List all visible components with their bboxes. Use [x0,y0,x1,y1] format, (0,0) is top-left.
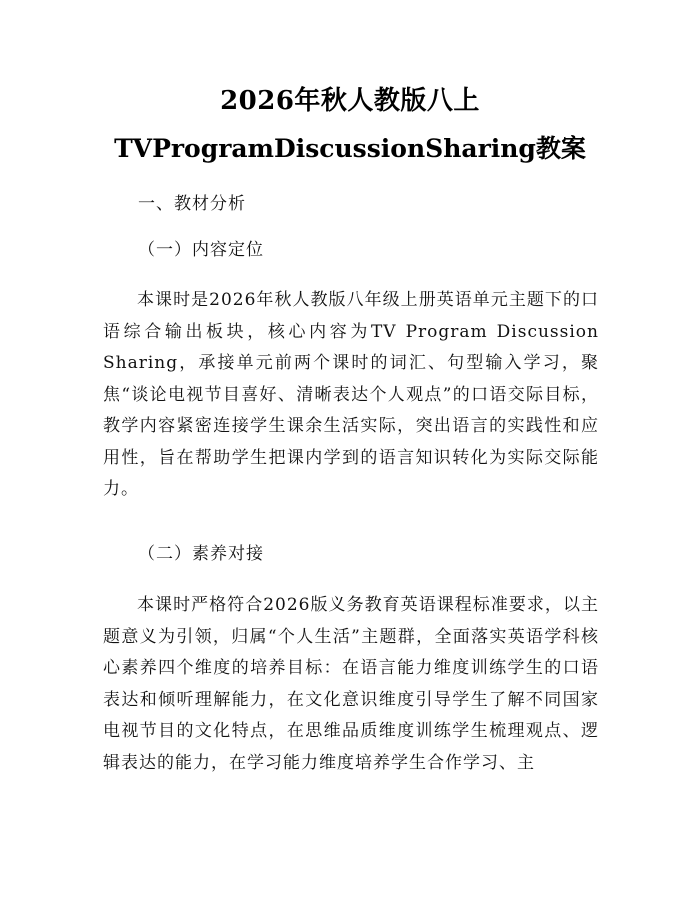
document-title-line2: TVProgramDiscussionSharing教案 [114,134,586,163]
subsection-heading-content-positioning: （一）内容定位 [138,240,264,260]
paragraph-content-positioning: 本课时是2026年秋人教版八年级上册英语单元主题下的口语综合输出板块，核心内容为TV Program Discussion Sharing，承接单元前两个课时的词汇、句型输入学习，聚焦“谈论电视节目喜好、清晰表达个人观点”的口语交际目标，教学内容紧密连接学生课余生活实际，突出语言的实践性和应用性，旨在帮助学生把课内学到的语言知识转化为实际交际能力。 [103,290,599,499]
document-title-line1: 2026年秋人教版八上 [220,86,480,116]
subsection-heading-literacy-alignment: （二）素养对接 [138,544,264,564]
paragraph-literacy-alignment: 本课时严格符合2026版义务教育英语课程标准要求，以主题意义为引领，归属“个人生活”主题群，全面落实英语学科核心素养四个维度的培养目标：在语言能力维度训练学生的口语表达和倾听理解能力，在文化意识维度引导学生了解不同国家电视节目的文化特点，在思维品质维度训练学生梳理观点、逻辑表达的能力，在学习能力维度培养学生合作学习、主 [103,595,599,773]
section-heading-materials-analysis: 一、教材分析 [138,194,246,214]
